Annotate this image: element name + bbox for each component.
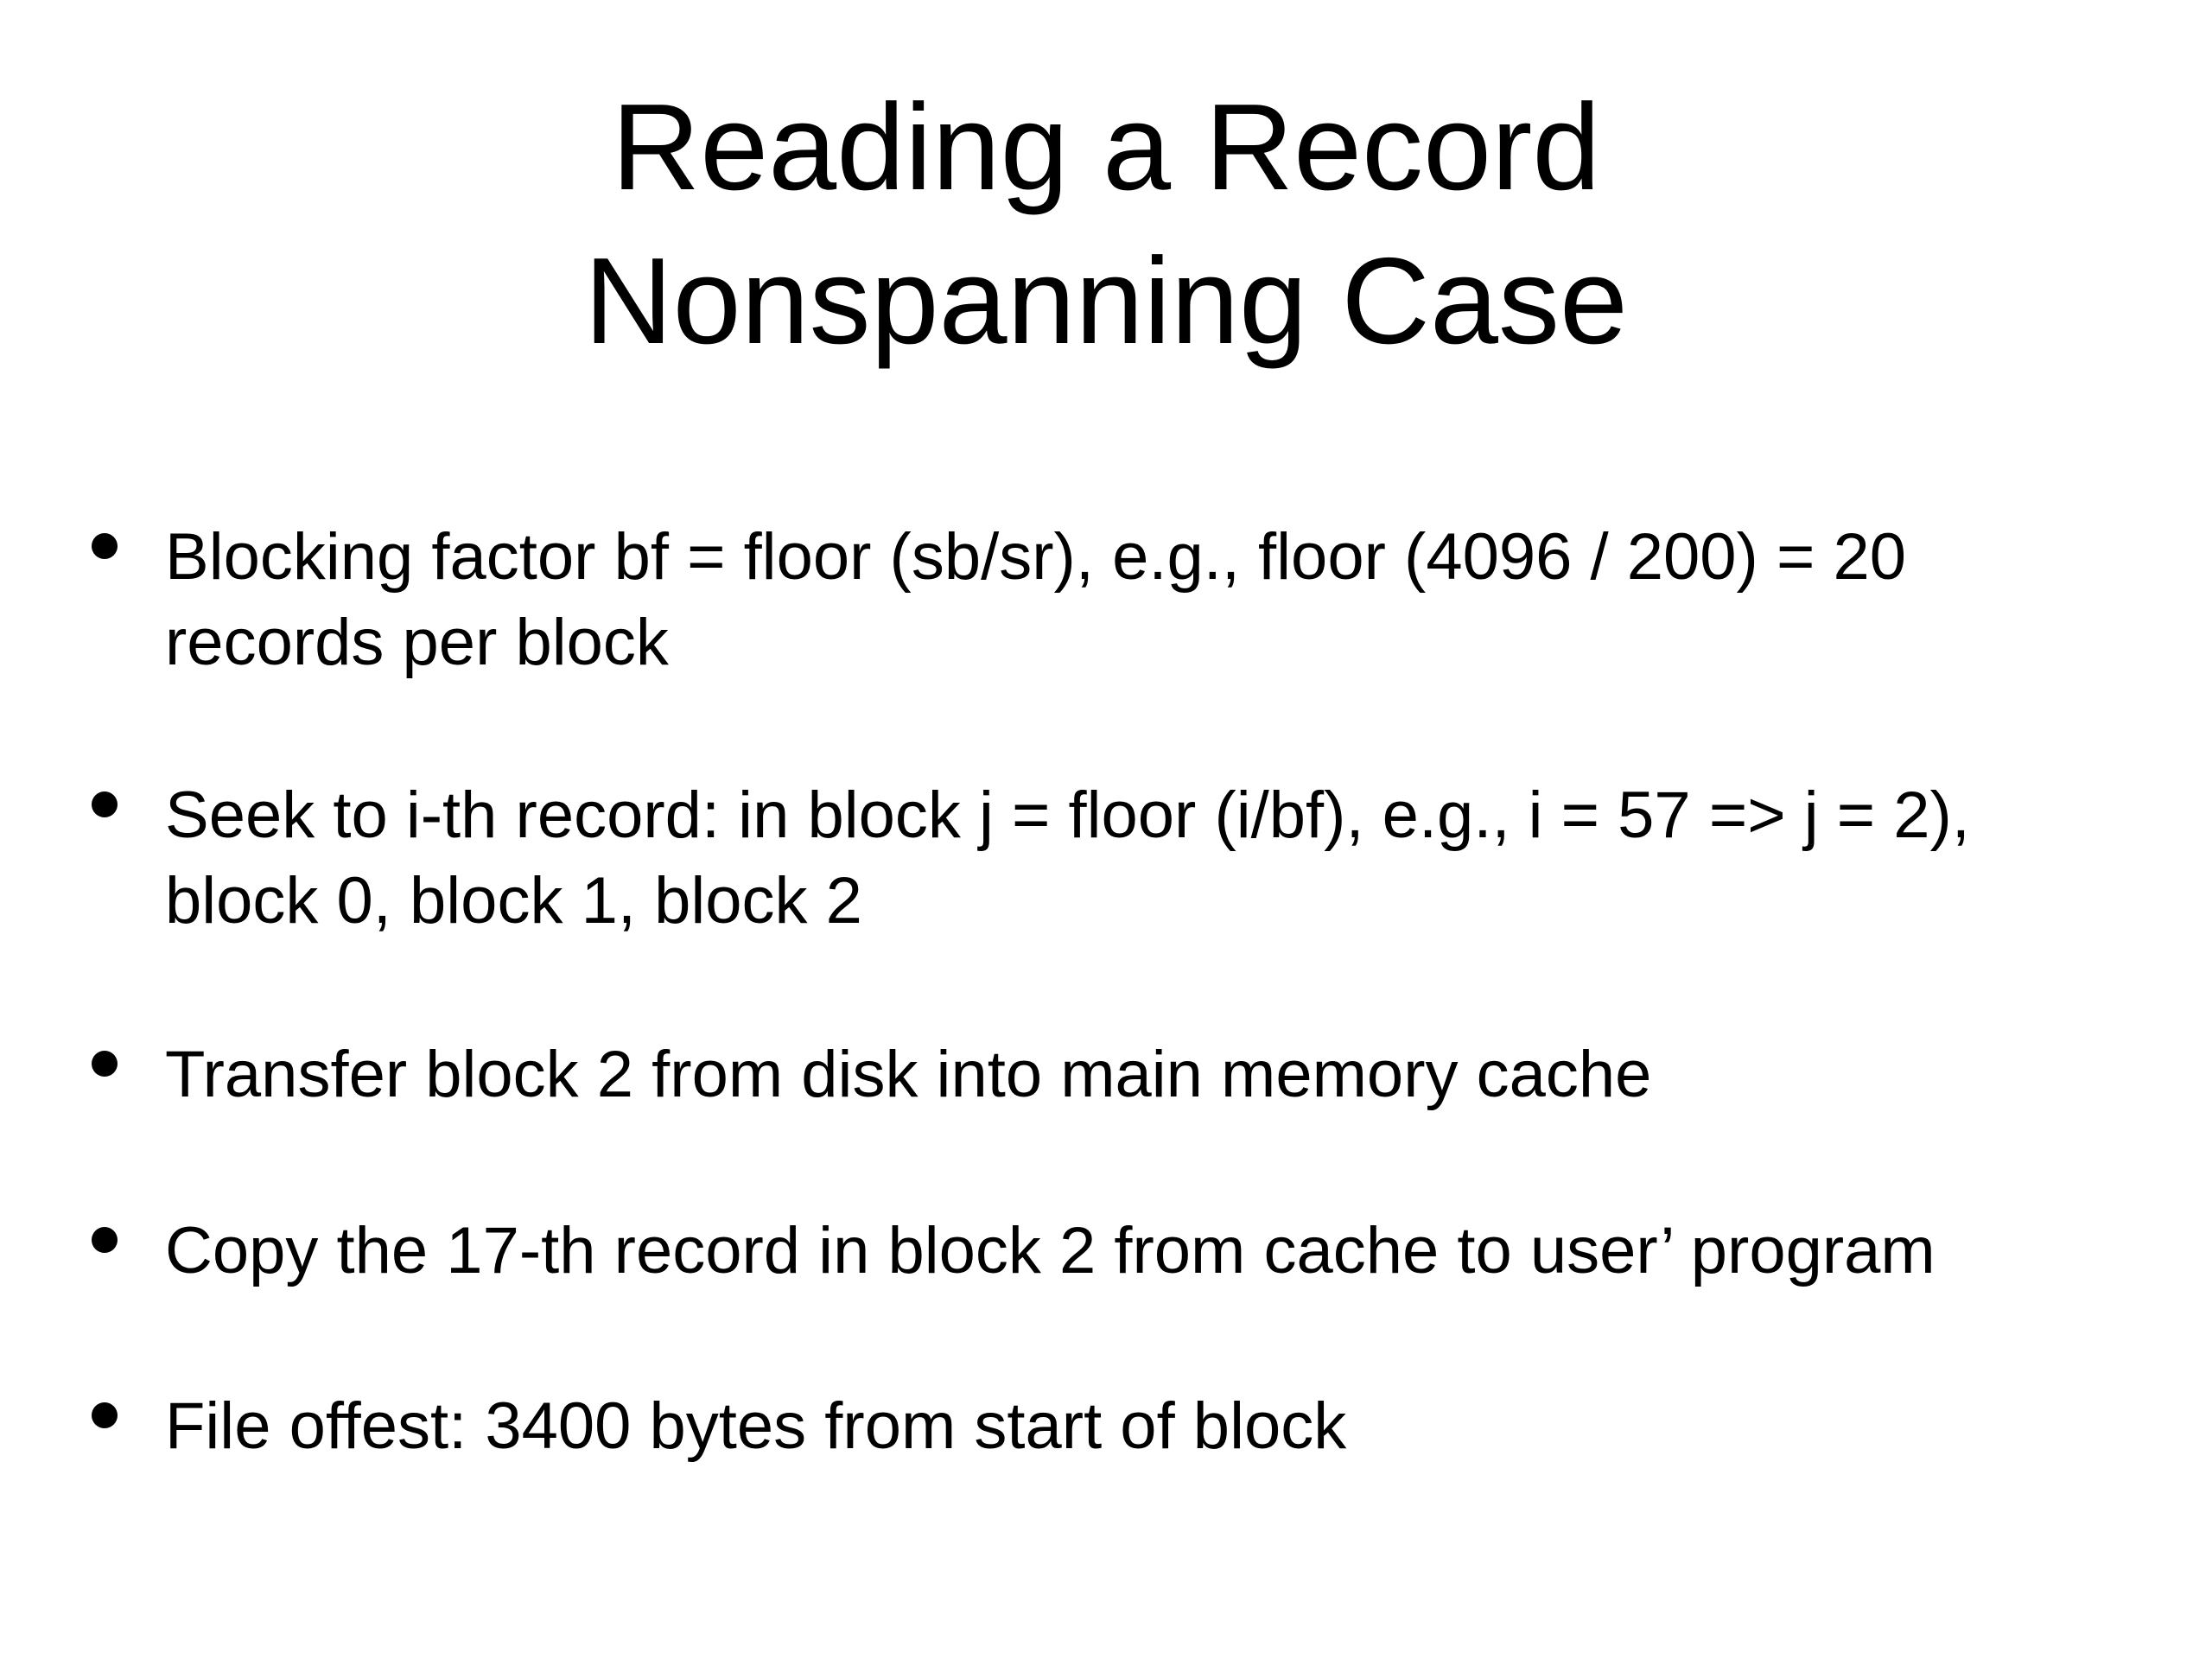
- bullet-text: [165, 1032, 2118, 1117]
- bullet-text: [165, 514, 2118, 685]
- bullet-dot-icon: [92, 791, 118, 817]
- bullet-text: [165, 1208, 2118, 1294]
- bullet-dot-icon: [92, 533, 118, 559]
- bullet-text: [165, 1383, 2118, 1469]
- slide-title-line-2: Nonspanning Case: [584, 232, 1628, 370]
- bullet-text-line: Blocking factor bf = floor (sb/sr), e.g., floor (4096 / 200) = 20: [165, 520, 1907, 594]
- bullet-dot-icon: [92, 1051, 118, 1077]
- bullet-text-line: block 0, block 1, block 2: [165, 864, 862, 938]
- bullet-text-line: Seek to i-th record: in block j = floor (i/bf), e.g., i = 57 => j = 2),: [165, 779, 1970, 852]
- bullet-text-line: records per block: [165, 606, 669, 679]
- bullet-text-line: Transfer block 2 from disk into main memory cache: [165, 1038, 1652, 1111]
- bullet-dot-icon: [92, 1402, 118, 1428]
- slide-title-line-1: Reading a Record: [611, 79, 1601, 216]
- bullet-dot-icon: [92, 1227, 118, 1253]
- bullet-text-line: File offest: 3400 bytes from start of block: [165, 1389, 1347, 1463]
- bullet-text: [165, 772, 2118, 944]
- bullet-text-line: Copy the 17-th record in block 2 from cache to user’ program: [165, 1214, 1936, 1287]
